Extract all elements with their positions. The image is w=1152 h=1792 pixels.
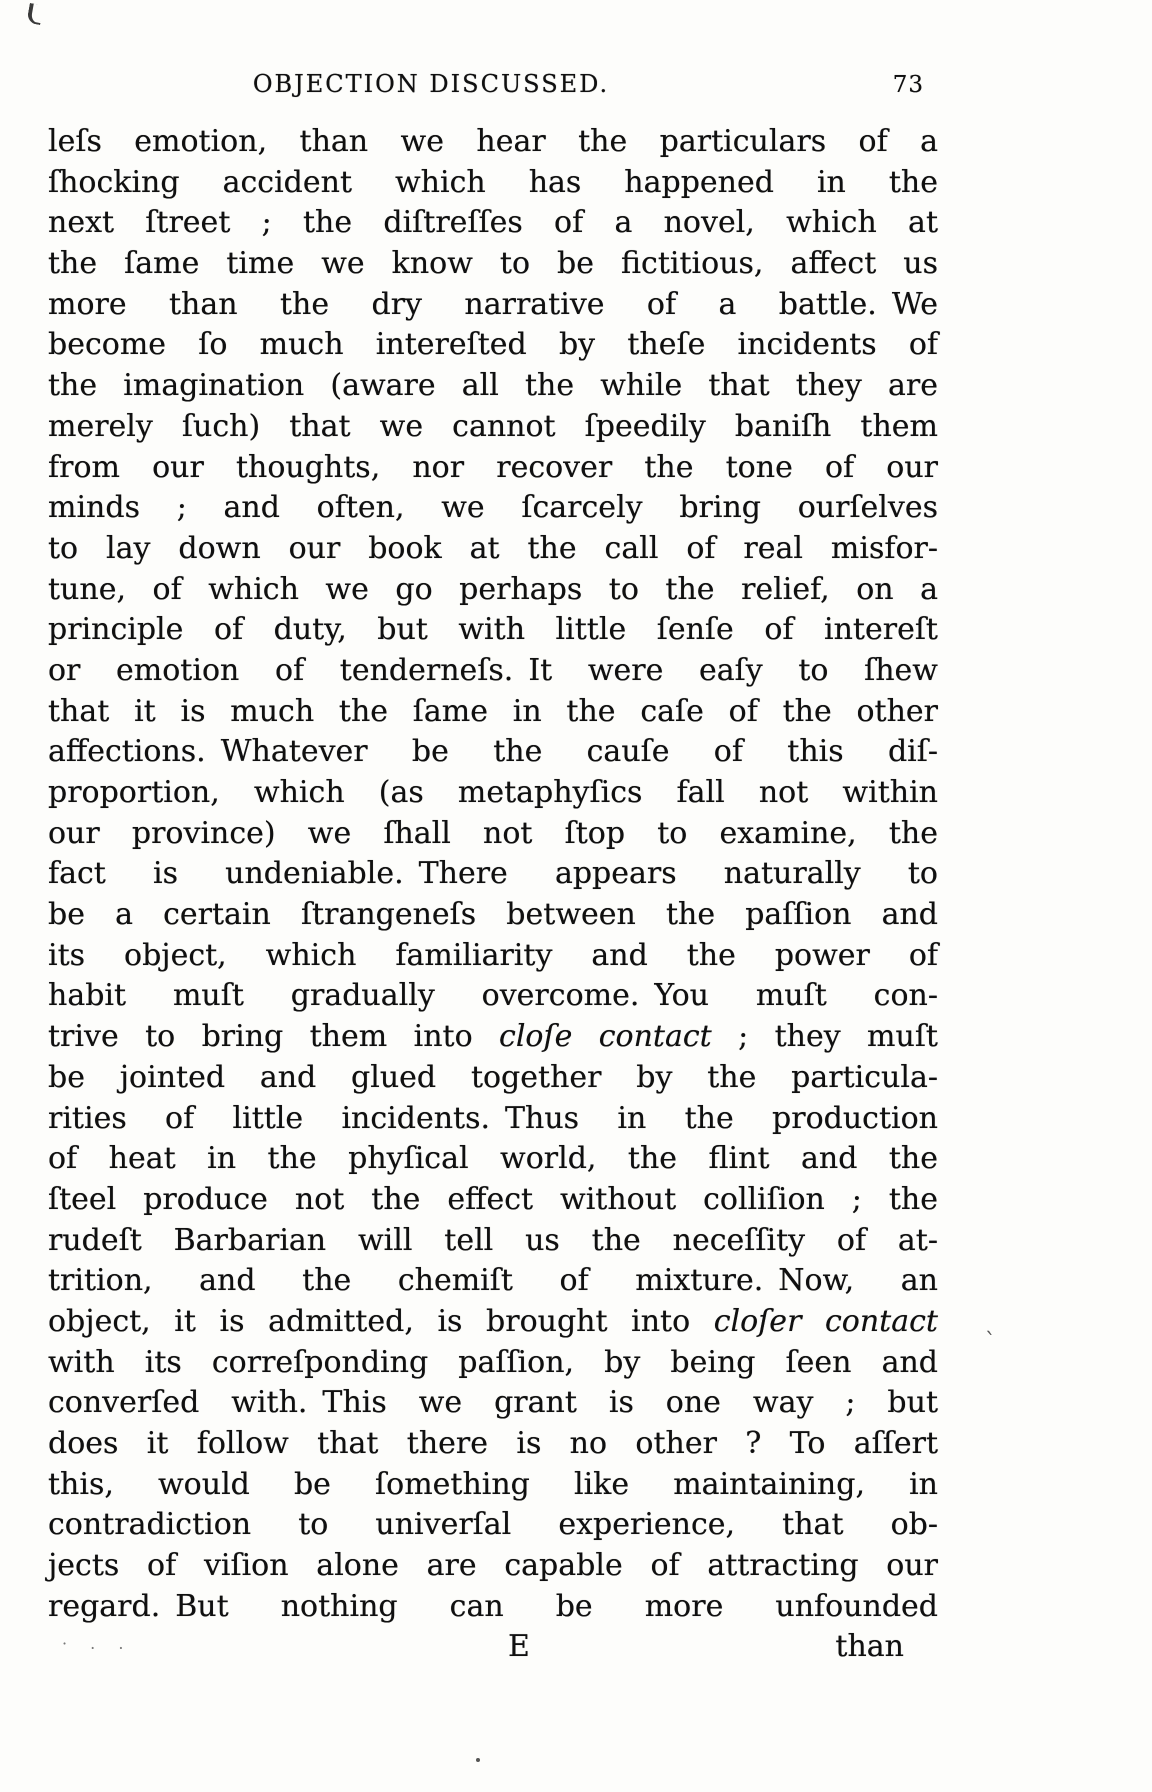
text-run: trive to bring them into [48,1019,500,1055]
text-line [48,1505,938,1546]
text-run: or emotion of tenderneſs. It were eaſy to ſhew [48,652,938,688]
text-run: from our thoughts, nor recover the tone of our [48,449,938,485]
text-line [48,488,938,529]
text-run: of heat in the phyſical world, the flint and the [48,1141,938,1177]
text-line [48,570,938,611]
text-run: object, it is admitted, is brought into [48,1303,714,1339]
text-block [48,122,938,1668]
text-line [48,854,938,895]
text-line [48,732,938,773]
text-line [48,1465,938,1506]
text-run: ſteel produce not the effect without colliſion ; the [48,1181,938,1217]
text-line [48,1261,938,1302]
text-run: leſs emotion, than we hear the particulars of a [48,124,938,159]
text-line [48,1302,938,1343]
text-line [48,407,938,448]
text-line [48,325,938,366]
text-line [48,1058,938,1099]
text-line [48,1343,938,1384]
text-run: regard. But nothing can be more unfounded [48,1588,938,1624]
text-line [48,814,938,855]
text-run: the ſame time we know to be fictitious, affect us [48,246,938,282]
text-run: more than the dry narrative of a battle. We [48,286,938,322]
italic-phrase: cloſer contact [713,1303,938,1339]
text-run: fact is undeniable. There appears naturally to [48,856,938,892]
text-line [48,1546,938,1587]
text-line [48,1017,938,1058]
text-run: rities of little incidents. Thus in the production [48,1100,938,1136]
text-run: converſed with. This we grant is one way ; but [48,1385,938,1421]
text-run: contradiction to univerſal experience, that ob- [48,1507,938,1543]
text-run: principle of duty, but with little ſenſe of intereſt [48,612,938,648]
text-line [48,895,938,936]
text-line [48,366,938,407]
text-line [48,1139,938,1180]
text-line [48,1424,938,1465]
scan-speck-corner [26,3,43,25]
italic-phrase: cloſe contact [499,1019,712,1055]
text-line [48,936,938,977]
text-run: does it follow that there is no other ? To aſſert [48,1426,938,1461]
text-run: its object, which familiarity and the power of [48,937,938,973]
scan-speck-dots: · . . [62,1634,133,1653]
signature-line [48,1627,938,1668]
text-run: minds ; and often, we ſcarcely bring ourſelves [48,490,938,526]
text-run: affections. Whatever be the cauſe of this diſ- [48,734,938,770]
text-line [48,1383,938,1424]
text-line [48,1221,938,1262]
text-line [48,203,938,244]
text-run: trition, and the chemiſt of mixture. Now, an [48,1263,938,1299]
text-run: merely ſuch) that we cannot ſpeedily baniſh them [48,408,938,444]
text-run: habit muſt gradually overcome. You muſt con- [48,978,938,1014]
text-run: ſhocking accident which has happened in the [48,164,938,200]
page-content [48,70,938,1668]
page-title: OBJECTION DISCUSSED. [252,70,610,98]
catchword: than [835,1629,904,1665]
text-run: with its correſponding paſſion, by being ſeen and [48,1344,938,1380]
text-line [48,244,938,285]
text-line [48,529,938,570]
text-line [48,651,938,692]
text-run: be a certain ſtrangeneſs between the paſſion and [48,897,938,933]
text-line [48,1099,938,1140]
scan-speck-dot [476,1758,480,1762]
text-run: the imagination (aware all the while that they are [48,368,938,404]
text-line [48,448,938,489]
text-run: this, would be ſomething like maintaining, in [48,1466,938,1502]
text-line [48,976,938,1017]
text-run: be jointed and glued together by the particula- [48,1059,938,1095]
text-run: ; they muſt [711,1019,938,1055]
text-run: jects of viſion alone are capable of attracting our [48,1548,938,1584]
page-number: 73 [892,72,924,98]
text-run: to lay down our book at the call of real misfor- [48,530,938,566]
text-run: next ſtreet ; the diſtreſſes of a novel, which at [48,205,938,241]
signature-mark: E [508,1629,530,1665]
text-line [48,1587,938,1628]
text-line [48,285,938,326]
text-line [48,163,938,204]
text-run: become ſo much intereſted by theſe incidents of [48,327,938,363]
scan-speck-tick: ˋ [985,1330,996,1355]
text-run: our province) we ſhall not ſtop to examine, the [48,815,938,851]
text-line [48,692,938,733]
text-line [48,610,938,651]
text-line [48,773,938,814]
text-line [48,1180,938,1221]
text-line [48,122,938,163]
running-head [48,70,938,102]
text-run: proportion, which (as metaphyſics fall not within [48,775,938,810]
text-run: rudeſt Barbarian will tell us the neceſſity of at- [48,1222,938,1258]
text-run: that it is much the ſame in the caſe of the other [48,693,938,729]
text-run: tune, of which we go perhaps to the relief, on a [48,571,938,607]
